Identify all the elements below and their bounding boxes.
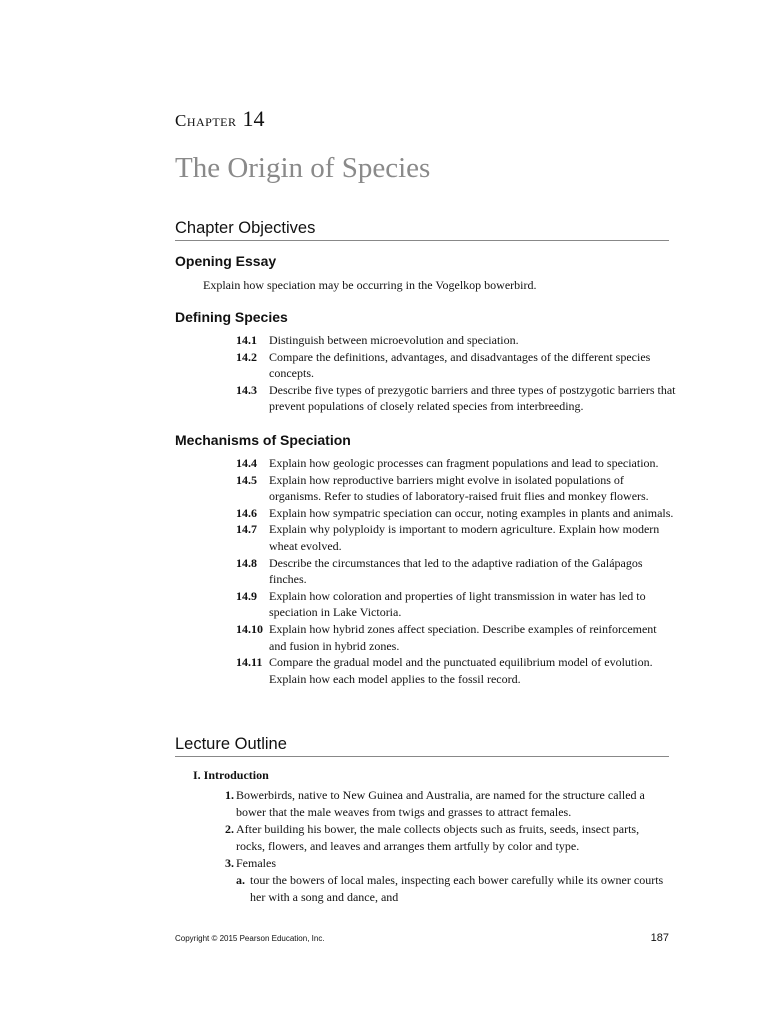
objective-number: 14.7 bbox=[236, 522, 257, 537]
objective-item bbox=[236, 349, 676, 382]
objective-text: Explain how geologic processes can fragment populations and lead to speciation. bbox=[269, 456, 659, 470]
outline-text: After building his bower, the male collects objects such as fruits, seeds, insect parts, rocks, flowers, and leaves and arranges them artfully by color and type. bbox=[236, 822, 640, 853]
objective-number: 14.11 bbox=[236, 655, 263, 670]
outline-number: 3. bbox=[225, 856, 234, 870]
objective-text: Compare the definitions, advantages, and disadvantages of the different species concepts. bbox=[269, 349, 651, 381]
mechanisms-heading: Mechanisms of Speciation bbox=[175, 432, 351, 448]
chapter-label bbox=[175, 106, 265, 132]
objective-item bbox=[236, 472, 676, 505]
objective-item bbox=[236, 505, 676, 522]
objective-number: 14.3 bbox=[236, 382, 257, 397]
opening-essay-text: Explain how speciation may be occurring in the Vogelkop bowerbird. bbox=[203, 278, 537, 292]
outline-number: 2. bbox=[225, 822, 234, 836]
lecture-outline-heading: Lecture Outline bbox=[175, 735, 669, 757]
objective-item bbox=[236, 521, 676, 554]
objective-item bbox=[236, 588, 676, 621]
objective-item bbox=[236, 654, 676, 687]
objective-item bbox=[236, 332, 676, 349]
copyright-notice: Copyright © 2015 Pearson Education, Inc. bbox=[175, 934, 325, 943]
outline-section-heading: I. Introduction bbox=[193, 768, 269, 782]
objective-text: Compare the gradual model and the punctuated equilibrium model of evolution. Explain how each model applies to the fossil record. bbox=[269, 655, 653, 686]
defining-species-list bbox=[236, 332, 676, 415]
objective-item bbox=[236, 455, 676, 472]
page-number: 187 bbox=[650, 932, 669, 944]
outline-item bbox=[218, 855, 668, 872]
objective-text: Describe five types of prezygotic barriers and three types of postzygotic barriers that prevent populations of closely related species from interbreeding. bbox=[269, 382, 676, 414]
objective-text: Explain how coloration and properties of light transmission in water has led to speciation in Lake Victoria. bbox=[269, 588, 646, 620]
outline-subitem-text: tour the bowers of local males, inspecting each bower carefully while its owner courts her with a song and dance, and bbox=[250, 873, 664, 904]
objective-text: Distinguish between microevolution and speciation. bbox=[269, 333, 519, 347]
opening-essay-heading: Opening Essay bbox=[175, 253, 277, 269]
outline-list bbox=[218, 787, 668, 906]
chapter-number: 14 bbox=[242, 106, 265, 131]
objective-number: 14.4 bbox=[236, 456, 257, 470]
objective-item bbox=[236, 382, 676, 415]
objective-number: 14.2 bbox=[236, 349, 257, 364]
objective-number: 14.9 bbox=[236, 588, 257, 603]
outline-subitem bbox=[236, 872, 668, 906]
objective-number: 14.5 bbox=[236, 472, 257, 487]
defining-species-heading: Defining Species bbox=[175, 309, 288, 325]
objective-item bbox=[236, 621, 676, 654]
outline-text: Females bbox=[236, 856, 276, 870]
objective-number: 14.8 bbox=[236, 555, 257, 570]
objective-text: Describe the circumstances that led to the adaptive radiation of the Galápagos finches. bbox=[269, 555, 643, 587]
objective-text: Explain how hybrid zones affect speciation. Describe examples of reinforcement and fusion in hybrid zones. bbox=[269, 621, 657, 653]
objective-item bbox=[236, 555, 676, 588]
objective-number: 14.6 bbox=[236, 505, 257, 520]
chapter-word: Chapter bbox=[175, 111, 237, 130]
chapter-title: The Origin of Species bbox=[175, 152, 431, 184]
mechanisms-list bbox=[236, 455, 676, 687]
objective-text: Explain why polyploidy is important to modern agriculture. Explain how modern wheat evolved. bbox=[269, 522, 660, 553]
outline-text: Bowerbirds, native to New Guinea and Australia, are named for the structure called a bower that the male weaves from twigs and grasses to attract females. bbox=[236, 788, 645, 819]
objective-text: Explain how sympatric speciation can occur, noting examples in plants and animals. bbox=[269, 505, 674, 520]
objective-number: 14.10 bbox=[236, 621, 263, 636]
objectives-heading: Chapter Objectives bbox=[175, 219, 669, 241]
outline-subitem-letter: a. bbox=[236, 873, 245, 887]
objective-number: 14.1 bbox=[236, 333, 257, 347]
objective-text: Explain how reproductive barriers might evolve in isolated populations of organisms. Refer to studies of laboratory-raised fruit flies and monkey flowers. bbox=[269, 472, 649, 504]
outline-number: 1. bbox=[225, 788, 234, 802]
page-footer bbox=[175, 932, 669, 944]
outline-item bbox=[218, 821, 668, 855]
outline-item bbox=[218, 787, 668, 821]
